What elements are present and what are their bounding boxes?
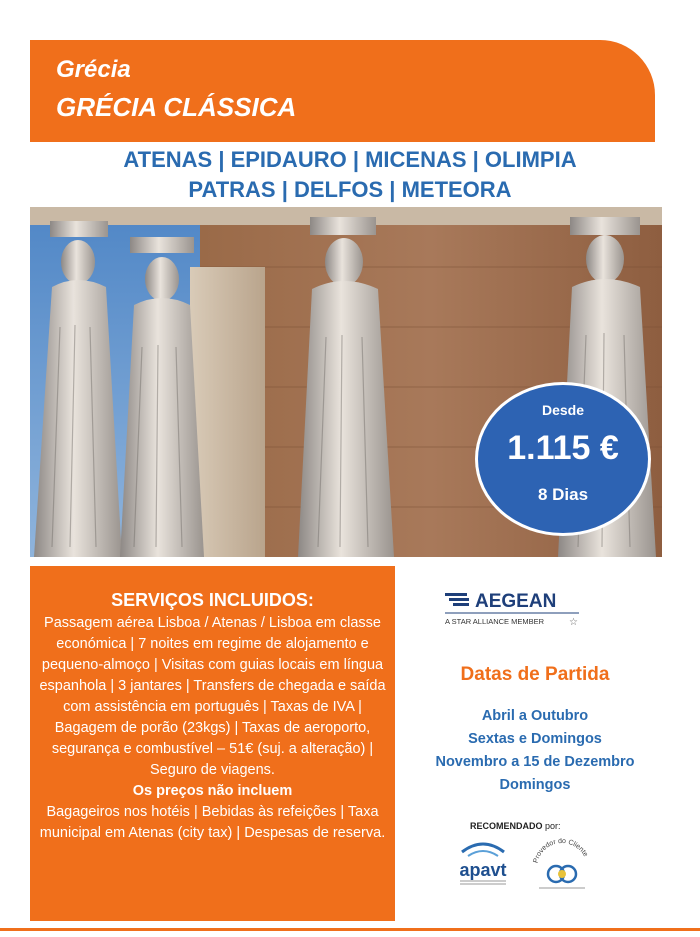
- apavt-logo: [448, 834, 518, 888]
- aegean-logo: [445, 583, 585, 628]
- departure-line: Novembro a 15 de Dezembro: [435, 754, 635, 770]
- recommended-suffix: por:: [545, 821, 561, 831]
- trip-duration: 8 Dias: [537, 485, 589, 504]
- provedor-text: Provedor do Cliente: [532, 837, 589, 864]
- not-included-text: Bagageiros nos hotéis | Bebidas às refeições | Taxa municipal em Atenas (city tax) | Despesas de reserva.: [39, 804, 386, 841]
- svg-text:Provedor do Cliente: [533, 838, 589, 864]
- provedor-logo: [527, 836, 597, 894]
- departures-list: [400, 705, 670, 797]
- departure-line: Sextas e Domingos: [468, 731, 602, 747]
- star-alliance-tagline: A STAR ALLIANCE MEMBER: [445, 617, 545, 626]
- tour-title: GRÉCIA CLÁSSICA: [56, 92, 297, 122]
- services-box: [30, 566, 395, 921]
- services-title: SERVIÇOS INCLUIDOS:: [111, 590, 314, 610]
- title-banner: [30, 40, 655, 142]
- price-amount: 1.115 €: [507, 429, 619, 467]
- destinations-line-2: PATRAS | DELFOS | METEORA: [188, 177, 512, 202]
- departure-line: Abril a Outubro: [481, 708, 589, 724]
- price-badge: [478, 385, 648, 533]
- apavt-text: apavt: [459, 860, 507, 880]
- bottom-rule: [0, 928, 700, 931]
- svg-text:☆: ☆: [569, 617, 578, 628]
- destinations-line-1: ATENAS | EPIDAURO | MICENAS | OLIMPIA: [123, 147, 577, 172]
- departure-line: Domingos: [499, 777, 571, 793]
- recommended-text: RECOMENDADO: [470, 821, 543, 831]
- price-from-label: Desde: [541, 402, 585, 418]
- country-title: Grécia: [56, 56, 131, 83]
- services-included-text: Passagem aérea Lisboa / Atenas / Lisboa em classe económica | 7 noites em regime de alojamento e pequeno-almoço | Visitas com guias locais em língua espanhola | 3 jantares | Transfers de chegada e saída com assistência em português | Taxas de IVA | Bagagem de porão (23kgs) | Taxas de aeroporto, segurança e combustível – 51€ (suj. a alteração) | Seguro de viagens.: [39, 615, 386, 778]
- not-included-title: Os preços não incluem: [132, 783, 293, 799]
- recommended-label: [470, 821, 561, 831]
- departures-title: Datas de Partida: [460, 664, 610, 685]
- aegean-name: AEGEAN: [475, 591, 557, 612]
